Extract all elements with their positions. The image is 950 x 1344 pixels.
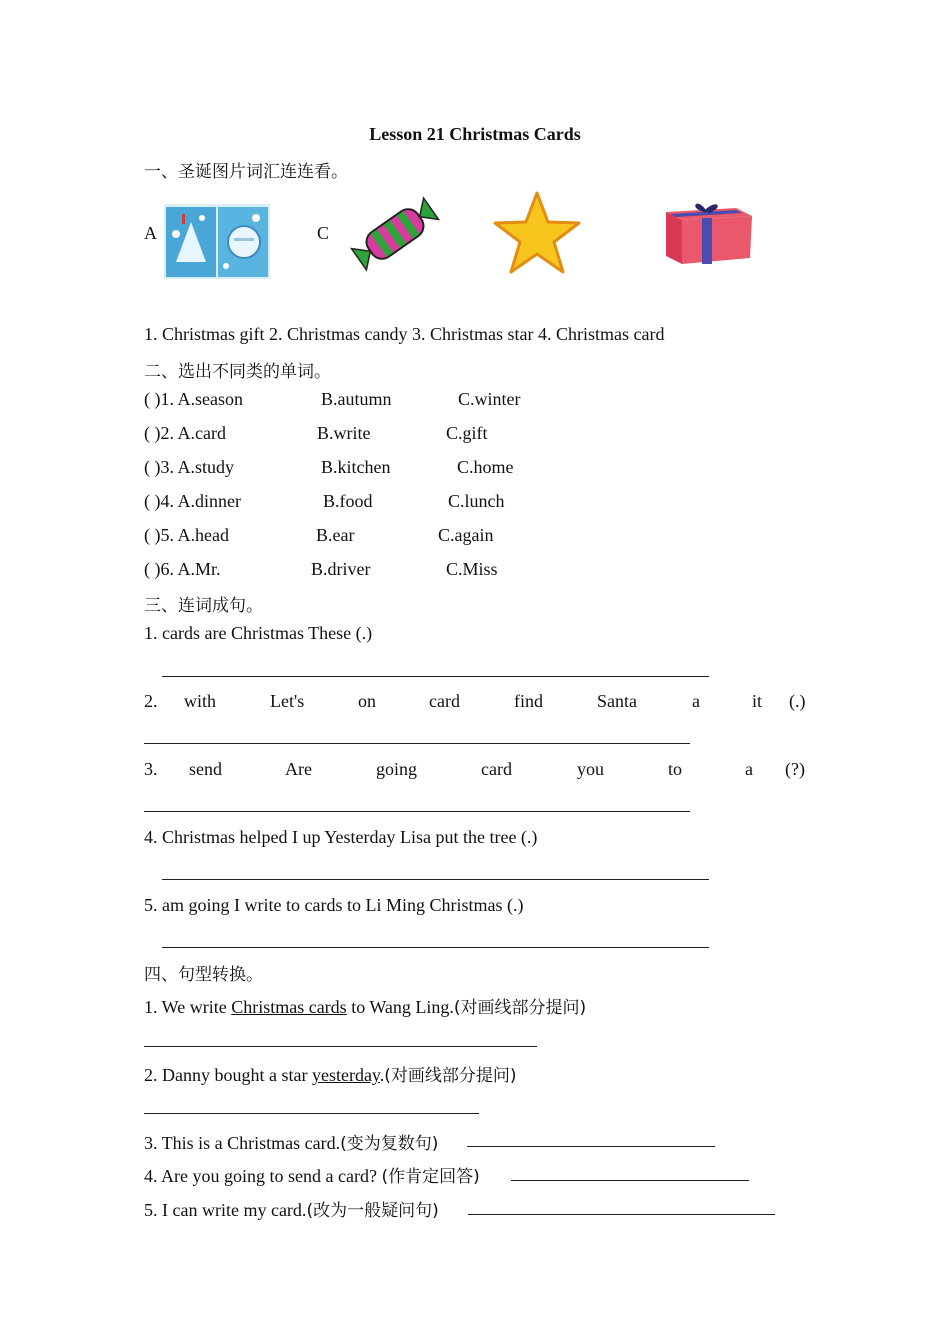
transform-q2-underlined: yesterday (311, 1065, 380, 1085)
transform-q5-text: 5. I can write my card. (144, 1200, 307, 1220)
transform-q4-note: (作肯定回答) (381, 1167, 480, 1187)
star-picture (492, 190, 582, 276)
transform-q4 (144, 1162, 480, 1187)
transform-q1-pre: 1. We write (144, 997, 232, 1017)
answer-line-q4[interactable] (162, 879, 709, 880)
word: find (514, 691, 543, 711)
transform-q1 (144, 993, 586, 1018)
answer-line-t3[interactable] (467, 1146, 715, 1147)
sentence-q5: 5. am going I write to cards to Li Ming Christmas (.) (144, 895, 524, 915)
choice-4-b: B.food (323, 491, 373, 511)
transform-q2-pre: 2. Danny bought a star (144, 1065, 312, 1085)
answer-line-t5[interactable] (468, 1214, 775, 1215)
word: (.) (789, 691, 806, 711)
choice-1-c: C.winter (458, 389, 521, 409)
transform-q3 (144, 1129, 438, 1154)
choice-5-a: ( )5. A.head (144, 525, 229, 545)
section1-word-list: 1. Christmas gift 2. Christmas candy 3. Christmas star 4. Christmas card (144, 324, 665, 344)
answer-line-q2[interactable] (144, 743, 690, 744)
christmas-card-picture (164, 204, 270, 279)
choice-1-b: B.autumn (321, 389, 392, 409)
candy-picture (343, 193, 447, 275)
word: a (692, 691, 700, 711)
answer-line-t1[interactable] (144, 1046, 537, 1047)
choice-2-c: C.gift (446, 423, 488, 443)
transform-q3-note: (变为复数句) (340, 1134, 439, 1154)
word: card (481, 759, 512, 779)
word: Santa (597, 691, 637, 711)
transform-q5 (144, 1196, 439, 1221)
answer-line-t2[interactable] (144, 1113, 479, 1114)
choice-5-b: B.ear (316, 525, 355, 545)
transform-q1-post: to Wang Ling. (346, 997, 454, 1017)
choice-1-a: ( )1. A.season (144, 389, 243, 409)
word: Are (285, 759, 312, 779)
picture-label-c: C (317, 223, 330, 243)
choice-6-a: ( )6. A.Mr. (144, 559, 221, 579)
choice-5-c: C.again (438, 525, 494, 545)
word: send (189, 759, 222, 779)
word: going (376, 759, 418, 779)
answer-line-q1[interactable] (162, 676, 709, 677)
choice-2-b: B.write (317, 423, 371, 443)
transform-q2 (144, 1061, 517, 1086)
word: (?) (785, 759, 805, 779)
choice-2-a: ( )2. A.card (144, 423, 226, 443)
section1-heading: 一、圣诞图片词汇连连看。 (144, 162, 348, 182)
page-title: Lesson 21 Christmas Cards (369, 124, 581, 144)
answer-line-q5[interactable] (162, 947, 709, 948)
answer-line-q3[interactable] (144, 811, 690, 812)
choice-4-a: ( )4. A.dinner (144, 491, 241, 511)
word: 3. (144, 759, 158, 779)
choice-6-b: B.driver (311, 559, 371, 579)
section2-heading: 二、选出不同类的单词。 (144, 362, 331, 382)
sentence-q1: 1. cards are Christmas These (.) (144, 623, 373, 643)
word: on (358, 691, 376, 711)
word: a (745, 759, 753, 779)
section3-heading: 三、连词成句。 (144, 596, 263, 616)
sentence-q4: 4. Christmas helped I up Yesterday Lisa put the tree (.) (144, 827, 538, 847)
gift-picture (662, 198, 754, 268)
transform-q2-post: . (379, 1065, 385, 1085)
choice-3-c: C.home (457, 457, 514, 477)
choice-4-c: C.lunch (448, 491, 505, 511)
transform-q5-note: (改为一般疑问句) (306, 1201, 439, 1221)
word: to (668, 759, 683, 779)
choice-3-b: B.kitchen (321, 457, 391, 477)
word: card (429, 691, 460, 711)
transform-q4-text: 4. Are you going to send a card? (144, 1166, 382, 1186)
word: 2. (144, 691, 158, 711)
transform-q1-underlined: Christmas cards (231, 997, 347, 1017)
transform-q1-note: (对画线部分提问) (453, 998, 587, 1018)
word: you (577, 759, 604, 779)
picture-label-a: A (144, 223, 157, 243)
transform-q3-text: 3. This is a Christmas card. (144, 1133, 341, 1153)
transform-q2-note: (对画线部分提问) (384, 1066, 517, 1086)
word: with (184, 691, 217, 711)
word: Let's (270, 691, 305, 711)
word: it (752, 691, 763, 711)
choice-3-a: ( )3. A.study (144, 457, 234, 477)
answer-line-t4[interactable] (511, 1180, 749, 1181)
choice-6-c: C.Miss (446, 559, 498, 579)
section4-heading: 四、句型转换。 (144, 965, 263, 985)
